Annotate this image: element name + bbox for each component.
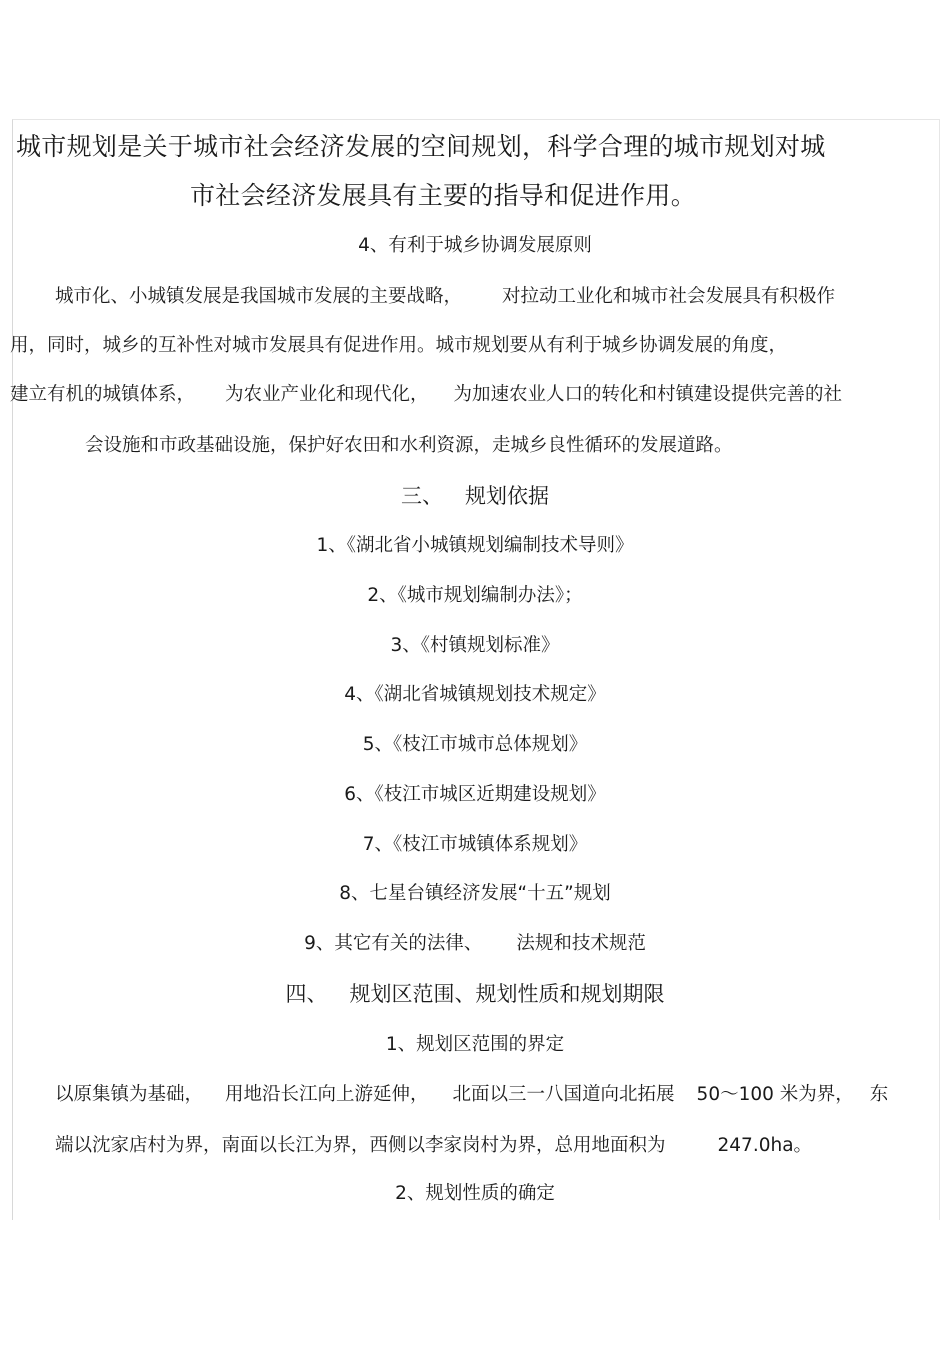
basis-item-9	[0, 929, 950, 955]
title-line-1: 城市规划是关于城市社会经济发展的空间规划，科学合理的城市规划对城	[16, 132, 826, 161]
text-segment: 端以沈家店村为界，南面以长江为界，西侧以李家岗村为界，总用地面积为	[55, 1135, 666, 1156]
principle-4-heading: 4、有利于城乡协调发展原则	[358, 235, 592, 256]
section-3-heading	[0, 480, 950, 510]
text-segment: 以原集镇为基础，	[55, 1084, 204, 1105]
section-number: 四、	[285, 982, 328, 1006]
text-segment: 用地沿长江向上游延伸，	[225, 1084, 429, 1105]
text-segment: 为农业产业化和现代化，	[225, 384, 429, 405]
text-segment: 城市化、小城镇发展是我国城市发展的主要战略，	[55, 286, 463, 307]
principle-4-paragraph-line-3	[10, 380, 842, 406]
title-line-2: 市社会经济发展具有主要的指导和促进作用。	[190, 181, 697, 210]
basis-item-2: 2、《城市规划编制办法》；	[367, 585, 583, 606]
text-segment: 50～100 米为界，	[696, 1084, 854, 1105]
principle-4-paragraph-line-4: 会设施和市政基础设施，保护好农田和水利资源，走城乡良性循环的发展道路。	[85, 435, 733, 456]
basis-item-5: 5、《枝江市城市总体规划》	[362, 734, 588, 755]
section-title: 规划区范围、规划性质和规划期限	[349, 982, 665, 1006]
principle-4-paragraph-line-2: 用，同时，城乡的互补性对城市发展具有促进作用。城市规划要从有利于城乡协调发展的角度，	[10, 335, 788, 356]
basis-item-6: 6、《枝江市城区近期建设规划》	[344, 784, 606, 805]
text-segment: 北面以三一八国道向北拓展	[452, 1084, 675, 1105]
subheading-scope: 1、规划区范围的界定	[385, 1034, 565, 1055]
text-segment: 对拉动工业化和城市社会发展具有积极作	[502, 286, 836, 307]
basis-item-7: 7、《枝江市城镇体系规划》	[362, 834, 588, 855]
basis-item-3: 3、《村镇规划标准》	[390, 635, 560, 656]
basis-item-4: 4、《湖北省城镇规划技术规定》	[344, 684, 606, 705]
basis-item-1: 1、《湖北省小城镇规划编制技术导则》	[316, 535, 634, 556]
text-segment: 建立有机的城镇体系，	[10, 384, 196, 405]
text-segment: 法规和技术规范	[516, 933, 646, 954]
scope-paragraph-line-2	[55, 1131, 812, 1157]
principle-4-paragraph-line-1	[55, 282, 835, 308]
section-title: 规划依据	[465, 484, 549, 508]
scope-paragraph-line-1	[55, 1080, 888, 1106]
text-segment: 247.0ha。	[717, 1135, 813, 1156]
section-number: 三、	[401, 484, 443, 508]
subheading-nature: 2、规划性质的确定	[395, 1183, 555, 1204]
text-segment: 为加速农业人口的转化和村镇建设提供完善的社	[453, 384, 843, 405]
basis-item-8: 8、七星台镇经济发展“十五”规划	[339, 883, 611, 904]
text-segment: 东	[869, 1084, 889, 1105]
section-4-heading	[0, 978, 950, 1008]
text-segment: 9、其它有关的法律、	[304, 933, 483, 954]
